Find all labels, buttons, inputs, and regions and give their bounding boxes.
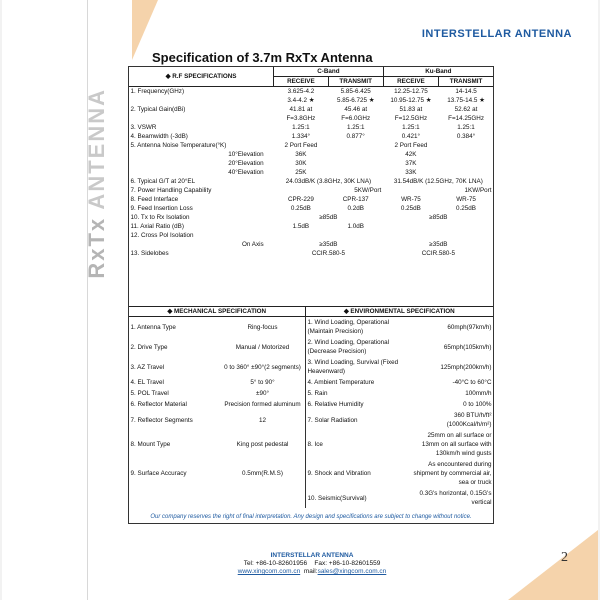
table-row: 1. Antenna Type Ring-focus 1. Wind Loading, Operational (Maintain Precision) 60mph(97km/h)	[129, 317, 494, 338]
table-row: 6. Reflector Material Precision formed aluminum 6. Relative Humidity 0 to 100%	[130, 401, 492, 408]
footer-contact: Tel: +86-10-82601956 Fax: +86-10-82601559	[243, 560, 381, 567]
table-row: 4. EL Travel 5° to 90° 4. Ambient Temperature -40°C to 60°C	[130, 379, 492, 386]
website-link[interactable]: www.xingcom.com.cn	[237, 568, 301, 575]
table-row: On Axis ≥35dB ≥35dB	[241, 241, 448, 248]
table-row: 8. Mount Type King post pedestal 8. Ice 25mm on all surface or 13mm on all surface with 130km/h wind gusts	[130, 432, 492, 457]
table-row: 7. Power Handling Capability 5KW/Port 1KW/Port	[130, 187, 492, 194]
table-row: 3. AZ Travel 0 to 360° ±90°(2 segments) 3. Wind Loading, Survival (Fixed Heavenward) 125mph(200km/h)	[130, 359, 492, 375]
table-row: 1. Frequency(GHz) 3.625-4.2 5.85-6.425 12.25-12.75 14-14.5	[130, 88, 477, 95]
table-row: 3. VSWR 1.25:1 1.25:1 1.25:1 1.25:1	[130, 124, 475, 131]
footer	[202, 552, 422, 576]
mech-env-rows	[129, 317, 494, 509]
rf-rows	[129, 87, 494, 178]
mech-header: ◆ MECHANICAL SPECIFICATION	[129, 307, 306, 317]
cband-receive-header: RECEIVE	[274, 77, 329, 87]
mech-env-table	[128, 306, 494, 508]
table-row: 10°Elevation 36K 42K	[228, 151, 417, 158]
footer-company: INTERSTELLAR ANTENNA	[270, 552, 354, 559]
table-row: 9. Feed Insertion Loss 0.25dB 0.2dB 0.25dB 0.25dB	[130, 205, 477, 212]
table-row: 6. Typical G/T at 20°EL 24.03dB/K (3.8GHz, 30K LNA) 31.54dB/K (12.5GHz, 70K LNA)	[130, 178, 483, 185]
table-row: F=3.8GHz F=6.0GHz F=12.5GHz F=14.25GHz	[286, 115, 484, 122]
ku-receive-header: RECEIVE	[383, 77, 438, 87]
ku-transmit-header: TRANSMIT	[439, 77, 494, 87]
page-title: Specification of 3.7m RxTx Antenna	[152, 50, 373, 65]
brand-header: INTERSTELLAR ANTENNA	[421, 28, 572, 40]
table-row: 9. Surface Accuracy 0.5mm(R.M.S) 9. Shock and Vibration As encountered during shipment by commercial air, sea or truck	[130, 461, 492, 486]
corner-decoration-bottom	[508, 530, 598, 600]
table-row: 10. Seismic(Survival) 0.3G's horizontal, 0.15G's vertical	[129, 488, 494, 508]
table-row: 3.4-4.2 ★ 5.85-6.725 ★ 10.95-12.75 ★ 13.75-14.5 ★	[287, 97, 485, 104]
table-row: 20°Elevation 30K 37K	[228, 160, 417, 167]
table-row: 12. Cross Pol Isolation	[130, 232, 194, 239]
table-row: 11. Axial Ratio (dB) 1.5dB 1.0dB	[130, 223, 364, 230]
page-number: 2	[561, 550, 568, 565]
footer-links: www.xingcom.com.cn mail:sales@xingcom.com.cn	[237, 568, 387, 575]
disclaimer-note: Our company reserves the right of final interpretation. Any design and specifications are subject to change without notice.	[150, 514, 472, 520]
rf-header: ◆ R.F SPECIFICATIONS	[129, 67, 274, 87]
table-row: 10. Tx to Rx Isolation ≥85dB ≥85dB	[130, 214, 448, 221]
spec-page	[2, 0, 598, 600]
table-row: 2. Drive Type Manual / Motorized 2. Wind Loading, Operational (Decrease Precision) 65mph(105km/h)	[130, 339, 492, 355]
table-row: 5. POL Travel ±90° 5. Rain 100mm/h	[130, 390, 492, 397]
kuband-header: Ku-Band	[383, 67, 493, 77]
table-row: 2. Typical Gain(dBi) 41.81 at 45.46 at 51.83 at 52.62 at	[130, 106, 478, 113]
table-row: 40°Elevation 25K 33K	[228, 169, 417, 176]
table-row: 13. Sidelobes CCIR.580-5 CCIR.580-5	[130, 250, 455, 257]
table-row: 8. Feed Interface CPR-229 CPR-137 WR-75 WR-75	[130, 196, 476, 203]
cband-transmit-header: TRANSMIT	[328, 77, 383, 87]
side-watermark: RxTx ANTENNA	[84, 88, 109, 279]
table-row: 5. Antenna Noise Temperature(°K) 2 Port Feed 2 Port Feed	[130, 142, 428, 149]
rf-spec-table	[128, 66, 494, 258]
cband-header: C-Band	[274, 67, 384, 77]
env-header: ◆ ENVIRONMENTAL SPECIFICATION	[305, 307, 494, 317]
table-row: 7. Reflector Segments 12 7. Solar Radiation 360 BTU/h/ft² (1000Kcal/h/m²)	[130, 412, 492, 428]
email-link[interactable]: sales@xingcom.com.cn	[317, 568, 387, 575]
table-row: 4. Beamwidth (-3dB) 1.334° 0.877° 0.421° 0.384°	[130, 133, 476, 140]
